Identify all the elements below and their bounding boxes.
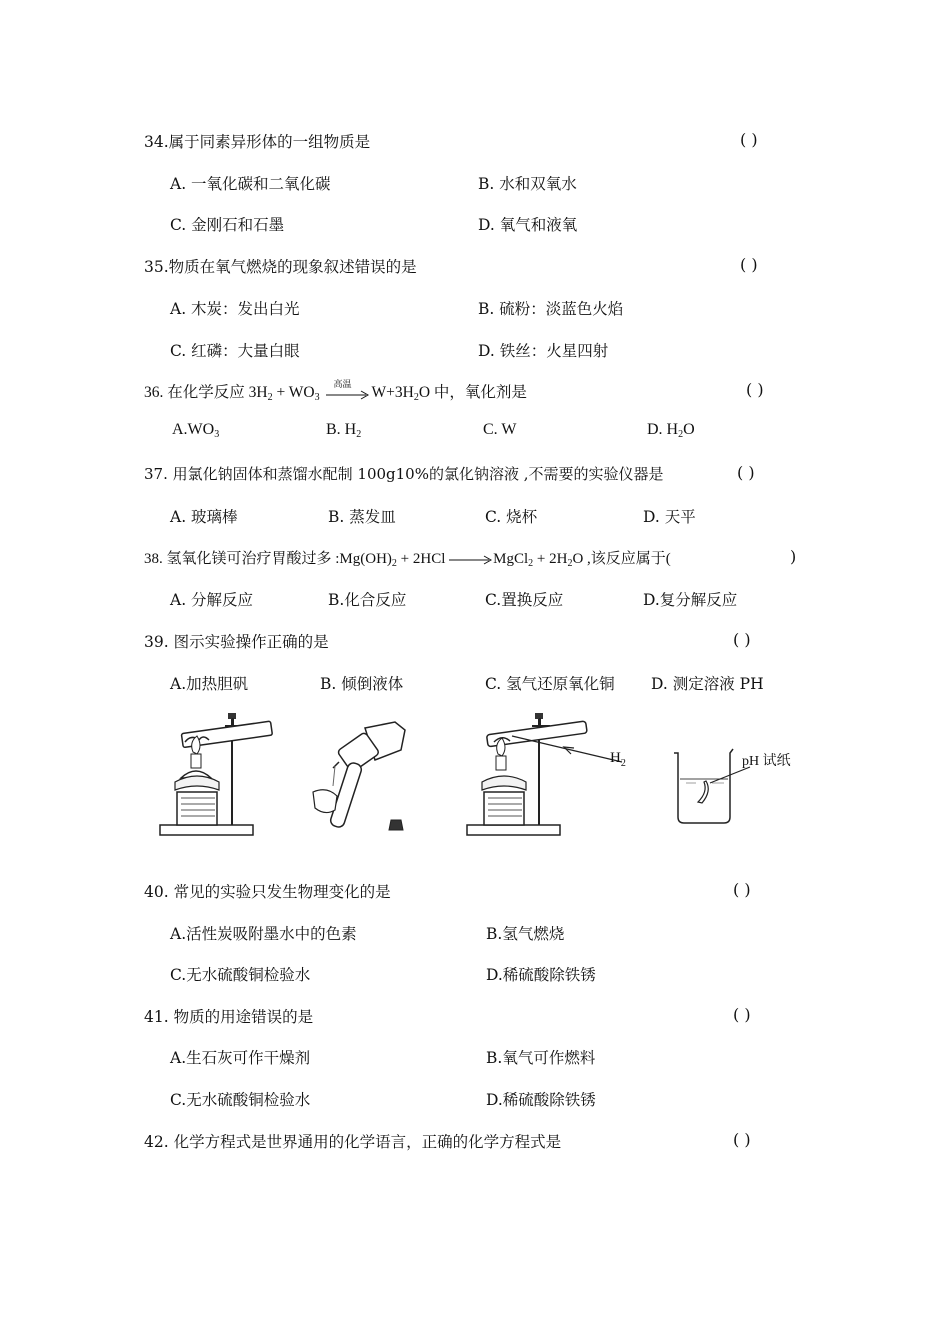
answer-paren: ( ) xyxy=(737,463,755,482)
option-text: D. H xyxy=(647,421,679,438)
question-number: 39. xyxy=(144,633,169,651)
option-d: D. 天平 xyxy=(643,508,696,526)
option-b: B.化合反应 xyxy=(328,591,407,609)
equation-part: O ,该反应属于( xyxy=(572,551,671,567)
option-d: D. 测定溶液 PH xyxy=(651,675,764,693)
heating-apparatus-figure xyxy=(155,712,275,842)
question-text: 图示实验操作正确的是 xyxy=(173,633,329,651)
subscript: 2 xyxy=(356,429,362,440)
option-b: B. 硫粉：淡蓝色火焰 xyxy=(478,300,624,318)
equation-part: 氢氧化镁可治疗胃酸过多 :Mg(OH) xyxy=(166,551,392,567)
reaction-arrow xyxy=(326,379,370,399)
option-d xyxy=(647,421,695,440)
h2-label: $H_2$ xyxy=(610,750,626,769)
arrow-icon xyxy=(449,554,493,566)
option-d: D.稀硫酸除铁锈 xyxy=(486,1091,596,1109)
question-number: 38. xyxy=(144,551,163,567)
question-text: 物质在氧气燃烧的现象叙述错误的是 xyxy=(168,258,417,276)
equation-part: + WO xyxy=(272,384,315,401)
option-c: C. 烧杯 xyxy=(485,508,538,526)
subscript: 2 xyxy=(678,429,684,440)
question-41 xyxy=(144,1005,313,1027)
equation-part: + 2H xyxy=(533,551,568,567)
answer-paren: ( ) xyxy=(746,380,764,399)
option-a: A.活性炭吸附墨水中的色素 xyxy=(170,925,357,943)
question-40 xyxy=(144,880,391,902)
subscript: 2 xyxy=(528,558,534,569)
question-36 xyxy=(144,380,527,403)
pouring-liquid-figure xyxy=(305,712,415,842)
option-b: B.氧气可作燃料 xyxy=(486,1049,596,1067)
option-b: B. 水和双氧水 xyxy=(478,175,577,193)
option-c: C.无水硫酸铜检验水 xyxy=(170,966,311,984)
equation-part: 在化学反应 3H xyxy=(167,384,268,401)
option-c: C. W xyxy=(483,421,517,438)
option-a: A. 玻璃棒 xyxy=(170,508,238,526)
option-c: C. 金刚石和石墨 xyxy=(170,216,285,234)
option-c: C. 红磷：大量白眼 xyxy=(170,342,300,360)
equation-part: W+3H xyxy=(371,384,414,401)
question-number: 41. xyxy=(144,1008,169,1026)
question-text: 属于同素异形体的一组物质是 xyxy=(168,133,371,151)
question-38 xyxy=(144,547,671,569)
subscript: 3 xyxy=(314,392,320,403)
question-text: 物质的用途错误的是 xyxy=(173,1008,314,1026)
option-c: C.无水硫酸铜检验水 xyxy=(170,1091,311,1109)
subscript: 2 xyxy=(391,558,397,569)
question-39 xyxy=(144,630,329,652)
option-a: A.加热胆矾 xyxy=(170,675,249,693)
option-d: D. 氧气和液氧 xyxy=(478,216,578,234)
answer-paren-close: ) xyxy=(790,547,797,566)
question-text: 用氯化钠固体和蒸馏水配制 100g10%的氯化钠溶液 ,不需要的实验仪器是 xyxy=(172,465,664,483)
hydrogen-reduction-figure xyxy=(462,712,637,842)
subscript: 2 xyxy=(267,392,273,403)
answer-paren: ( ) xyxy=(740,255,758,274)
question-34 xyxy=(144,130,370,152)
option-text: A.WO xyxy=(172,421,215,438)
option-b: B.氢气燃烧 xyxy=(486,925,565,943)
option-d: D.稀硫酸除铁锈 xyxy=(486,966,596,984)
question-text: 常见的实验只发生物理变化的是 xyxy=(173,883,391,901)
equation-part: + 2HCl xyxy=(396,551,446,567)
option-c: C.置换反应 xyxy=(485,591,564,609)
option-c: C. 氢气还原氧化铜 xyxy=(485,675,615,693)
question-number: 37. xyxy=(144,465,168,483)
option-b: B. 倾倒液体 xyxy=(320,675,404,693)
option-b xyxy=(326,421,361,440)
ph-paper-label: pH 试纸 xyxy=(742,754,791,769)
reaction-condition: 高温 xyxy=(333,379,352,390)
answer-paren: ( ) xyxy=(740,130,758,149)
question-number: 40. xyxy=(144,883,169,901)
question-37 xyxy=(144,463,664,484)
option-b: B. 蒸发皿 xyxy=(328,508,396,526)
answer-paren: ( ) xyxy=(733,1130,751,1149)
option-a: A.生石灰可作干燥剂 xyxy=(170,1049,311,1067)
question-number: 36. xyxy=(144,384,164,401)
option-a: A. 一氧化碳和二氧化碳 xyxy=(170,175,331,193)
option-d: D. 铁丝：火星四射 xyxy=(478,342,609,360)
option-a: A. 分解反应 xyxy=(170,591,254,609)
question-text: 化学方程式是世界通用的化学语言，正确的化学方程式是 xyxy=(173,1133,562,1151)
equation-part: O 中，氧化剂是 xyxy=(418,384,527,401)
subscript: 2 xyxy=(567,558,573,569)
answer-paren: ( ) xyxy=(733,1005,751,1024)
question-number: 34. xyxy=(144,133,169,151)
equation-part: MgCl xyxy=(493,551,529,567)
option-a xyxy=(172,421,219,440)
answer-paren: ( ) xyxy=(733,880,751,899)
option-d: D.复分解反应 xyxy=(643,591,738,609)
subscript: 2 xyxy=(413,392,419,403)
ph-test-figure xyxy=(670,745,810,830)
question-number: 35. xyxy=(144,258,169,276)
option-a: A. 木炭：发出白光 xyxy=(170,300,300,318)
answer-paren: ( ) xyxy=(733,630,751,649)
question-number: 42. xyxy=(144,1133,169,1151)
question-42 xyxy=(144,1130,561,1152)
option-text: O xyxy=(683,421,695,438)
option-text: B. H xyxy=(326,421,357,438)
subscript: 3 xyxy=(214,429,220,440)
question-35 xyxy=(144,255,417,277)
